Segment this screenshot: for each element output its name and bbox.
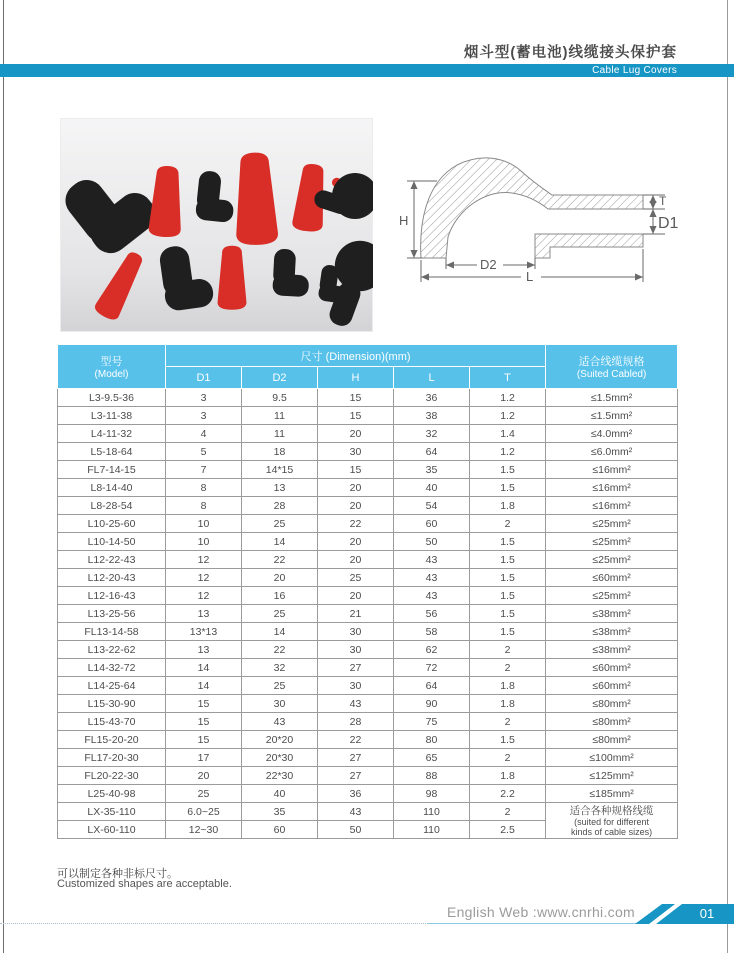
cell-h: 28 [318, 713, 394, 731]
cell-d1: 15 [166, 731, 242, 749]
cell-model: L3-11-38 [58, 407, 166, 425]
cell-model: FL15-20-20 [58, 731, 166, 749]
col-header-model-cn: 型号 [100, 356, 123, 368]
cell-d2: 22*30 [242, 767, 318, 785]
cell-h: 27 [318, 749, 394, 767]
cell-model: L10-14-50 [58, 533, 166, 551]
cell-d2: 20*30 [242, 749, 318, 767]
cell-t: 2 [470, 749, 546, 767]
table-row [58, 533, 678, 551]
cell-t: 2 [470, 803, 546, 821]
cell-t: 1.5 [470, 461, 546, 479]
cell-h: 43 [318, 695, 394, 713]
cell-suited: ≤25mm² [546, 551, 678, 569]
cell-h: 20 [318, 551, 394, 569]
cell-l: 43 [394, 551, 470, 569]
cell-h: 25 [318, 569, 394, 587]
cell-d1: 8 [166, 497, 242, 515]
table-row [58, 389, 678, 407]
cell-t: 1.5 [470, 533, 546, 551]
dimension-diagram [395, 125, 725, 305]
cell-d1: 6.0~25 [166, 803, 242, 821]
cell-model: L14-25-64 [58, 677, 166, 695]
cell-h: 30 [318, 443, 394, 461]
cell-model: L15-43-70 [58, 713, 166, 731]
cell-d1: 5 [166, 443, 242, 461]
cell-l: 50 [394, 533, 470, 551]
footer-dotted-line [0, 923, 428, 924]
cell-l: 65 [394, 749, 470, 767]
cell-t: 1.8 [470, 767, 546, 785]
diagram-label-h: H [399, 213, 409, 228]
cell-d1: 15 [166, 713, 242, 731]
cell-t: 1.5 [470, 587, 546, 605]
cell-model: L12-20-43 [58, 569, 166, 587]
cell-model: L5-18-64 [58, 443, 166, 461]
cell-suited: ≤38mm² [546, 605, 678, 623]
cell-t: 2 [470, 713, 546, 731]
cell-suited: ≤16mm² [546, 479, 678, 497]
diagram-label-d2: D2 [480, 257, 497, 272]
cell-t: 1.5 [470, 479, 546, 497]
cell-l: 98 [394, 785, 470, 803]
cell-suited: ≤6.0mm² [546, 443, 678, 461]
table-row [58, 605, 678, 623]
cell-suited: ≤25mm² [546, 533, 678, 551]
cell-suited: ≤1.5mm² [546, 407, 678, 425]
table-row [58, 551, 678, 569]
cell-t: 2.2 [470, 785, 546, 803]
cell-suited: ≤60mm² [546, 677, 678, 695]
col-header-d1: D1 [166, 367, 242, 389]
table-row [58, 785, 678, 803]
diagram-label-t: T [659, 194, 667, 208]
table-row [58, 767, 678, 785]
cell-model: L13-25-56 [58, 605, 166, 623]
cell-model: LX-35-110 [58, 803, 166, 821]
cell-d1: 14 [166, 677, 242, 695]
cell-t: 1.5 [470, 731, 546, 749]
cell-l: 90 [394, 695, 470, 713]
col-header-h: H [318, 367, 394, 389]
cell-t: 1.8 [470, 497, 546, 515]
cell-t: 2 [470, 515, 546, 533]
cell-suited: ≤60mm² [546, 659, 678, 677]
cell-suited: ≤80mm² [546, 695, 678, 713]
cell-d2: 28 [242, 497, 318, 515]
cell-h: 20 [318, 425, 394, 443]
cell-d1: 20 [166, 767, 242, 785]
cell-h: 27 [318, 767, 394, 785]
col-header-t: T [470, 367, 546, 389]
table-row [58, 407, 678, 425]
cell-l: 64 [394, 443, 470, 461]
table-row [58, 803, 678, 821]
table-row [58, 713, 678, 731]
cell-t: 1.8 [470, 677, 546, 695]
col-header-d2: D2 [242, 367, 318, 389]
cell-l: 58 [394, 623, 470, 641]
cell-suited: ≤80mm² [546, 731, 678, 749]
footer-underline [428, 923, 640, 924]
cell-suited: ≤185mm² [546, 785, 678, 803]
footer-website-text: English Web :www.cnrhi.com [446, 904, 635, 920]
col-header-model-en: (Model) [94, 369, 129, 380]
cell-d1: 7 [166, 461, 242, 479]
cell-l: 64 [394, 677, 470, 695]
cell-suited: ≤80mm² [546, 713, 678, 731]
cell-l: 110 [394, 803, 470, 821]
spec-table [57, 344, 678, 839]
cell-h: 22 [318, 731, 394, 749]
table-row [58, 479, 678, 497]
cell-h: 15 [318, 461, 394, 479]
col-header-suited-en: (Suited Cabled) [576, 369, 647, 380]
cell-suited: ≤100mm² [546, 749, 678, 767]
header-bar [0, 64, 734, 77]
table-row [58, 461, 678, 479]
cell-d2: 22 [242, 641, 318, 659]
cell-suited: ≤25mm² [546, 515, 678, 533]
cell-d2: 20 [242, 569, 318, 587]
cell-d2: 13 [242, 479, 318, 497]
note-cn: 可以制定各种非标尺寸。 [57, 868, 178, 880]
cell-t: 1.4 [470, 425, 546, 443]
cell-model: FL7-14-15 [58, 461, 166, 479]
cell-d1: 14 [166, 659, 242, 677]
cell-model: L25-40-98 [58, 785, 166, 803]
cell-l: 88 [394, 767, 470, 785]
cell-d1: 4 [166, 425, 242, 443]
cell-d1: 8 [166, 479, 242, 497]
cell-l: 43 [394, 569, 470, 587]
cell-model: L4-11-32 [58, 425, 166, 443]
cell-t: 1.8 [470, 695, 546, 713]
merged-suited-line: 适合各种规格线缆 [569, 804, 654, 817]
page-title: 烟斗型(蓄电池)线缆接头保护套 [463, 45, 677, 61]
cell-h: 20 [318, 587, 394, 605]
cell-model: FL20-22-30 [58, 767, 166, 785]
cell-suited: ≤38mm² [546, 623, 678, 641]
cell-l: 54 [394, 497, 470, 515]
cell-h: 30 [318, 641, 394, 659]
table-row [58, 677, 678, 695]
cell-h: 50 [318, 821, 394, 839]
cell-t: 2 [470, 659, 546, 677]
cell-d2: 11 [242, 425, 318, 443]
cell-l: 38 [394, 407, 470, 425]
cell-d2: 9.5 [242, 389, 318, 407]
cell-h: 15 [318, 389, 394, 407]
cell-l: 40 [394, 479, 470, 497]
cell-d2: 25 [242, 605, 318, 623]
cell-d2: 25 [242, 515, 318, 533]
note-en: Customized shapes are acceptable. [57, 878, 232, 890]
cell-t: 1.5 [470, 623, 546, 641]
table-row [58, 497, 678, 515]
cell-t: 1.5 [470, 605, 546, 623]
cell-model: L13-22-62 [58, 641, 166, 659]
cell-h: 30 [318, 677, 394, 695]
cell-h: 36 [318, 785, 394, 803]
diagram-label-l: L [526, 269, 534, 284]
cell-d1: 3 [166, 389, 242, 407]
cell-model: L3-9.5-36 [58, 389, 166, 407]
cell-d1: 13 [166, 641, 242, 659]
table-row [58, 659, 678, 677]
cell-model: L14-32-72 [58, 659, 166, 677]
table-row [58, 515, 678, 533]
cell-model: L15-30-90 [58, 695, 166, 713]
cell-l: 32 [394, 425, 470, 443]
merged-suited-line: kinds of cable sizes) [571, 826, 653, 837]
cell-d2: 22 [242, 551, 318, 569]
cell-suited: ≤16mm² [546, 497, 678, 515]
cell-l: 75 [394, 713, 470, 731]
cover-cross-section-lower [535, 234, 643, 258]
product-photo-image [60, 118, 373, 332]
cell-l: 72 [394, 659, 470, 677]
cell-suited-merged [546, 803, 678, 839]
table-row [58, 569, 678, 587]
merged-suited-line: (suited for different [574, 816, 649, 827]
cell-suited: ≤1.5mm² [546, 389, 678, 407]
cell-d1: 12 [166, 551, 242, 569]
product-photo [60, 118, 373, 332]
cell-t: 1.2 [470, 443, 546, 461]
cell-d1: 12~30 [166, 821, 242, 839]
table-row [58, 443, 678, 461]
cell-suited: ≤25mm² [546, 587, 678, 605]
page-number: 01 [699, 906, 715, 921]
cell-d1: 3 [166, 407, 242, 425]
cell-t: 1.5 [470, 569, 546, 587]
cell-d1: 10 [166, 515, 242, 533]
cell-d2: 14 [242, 623, 318, 641]
red-boot-cover-small-2 [218, 246, 247, 310]
cell-d2: 20*20 [242, 731, 318, 749]
cell-h: 22 [318, 515, 394, 533]
cell-d1: 13*13 [166, 623, 242, 641]
cell-d2: 14 [242, 533, 318, 551]
diagram-label-d1: D1 [658, 215, 679, 232]
table-row [58, 641, 678, 659]
cell-h: 27 [318, 659, 394, 677]
table-row [58, 695, 678, 713]
cell-t: 1.2 [470, 389, 546, 407]
cell-d1: 15 [166, 695, 242, 713]
cell-l: 80 [394, 731, 470, 749]
dimension-diagram-drawing [395, 125, 725, 305]
cell-d2: 32 [242, 659, 318, 677]
cell-d1: 13 [166, 605, 242, 623]
cell-d2: 16 [242, 587, 318, 605]
col-header-dimension-group: 尺寸 (Dimension)(mm) [166, 345, 546, 367]
col-header-suited-cn: 适合线缆规格 [578, 356, 645, 368]
table-row [58, 425, 678, 443]
col-header-model [58, 345, 166, 389]
cell-h: 30 [318, 623, 394, 641]
cell-t: 2.5 [470, 821, 546, 839]
cell-h: 21 [318, 605, 394, 623]
table-row [58, 587, 678, 605]
cell-d1: 12 [166, 569, 242, 587]
page-right-border [727, 0, 728, 953]
cell-suited: ≤125mm² [546, 767, 678, 785]
page-left-border [3, 0, 4, 953]
cell-suited: ≤60mm² [546, 569, 678, 587]
table-row [58, 623, 678, 641]
cell-h: 20 [318, 533, 394, 551]
cell-l: 62 [394, 641, 470, 659]
cell-suited: ≤4.0mm² [546, 425, 678, 443]
cell-t: 1.2 [470, 407, 546, 425]
cell-h: 20 [318, 497, 394, 515]
cell-model: L12-16-43 [58, 587, 166, 605]
cell-l: 60 [394, 515, 470, 533]
cell-l: 43 [394, 587, 470, 605]
cell-d2: 25 [242, 677, 318, 695]
cell-d2: 35 [242, 803, 318, 821]
cell-l: 56 [394, 605, 470, 623]
cell-model: L8-28-54 [58, 497, 166, 515]
cell-d2: 18 [242, 443, 318, 461]
cell-d1: 25 [166, 785, 242, 803]
cell-h: 43 [318, 803, 394, 821]
cell-model: FL17-20-30 [58, 749, 166, 767]
footer-page-banner [635, 904, 734, 924]
cell-l: 110 [394, 821, 470, 839]
cell-model: L8-14-40 [58, 479, 166, 497]
table-row [58, 749, 678, 767]
cell-suited: ≤38mm² [546, 641, 678, 659]
cell-t: 1.5 [470, 551, 546, 569]
cell-h: 20 [318, 479, 394, 497]
header-subtitle: Cable Lug Covers [592, 65, 677, 76]
cell-d1: 12 [166, 587, 242, 605]
table-header-row-1 [58, 345, 678, 367]
cell-model: LX-60-110 [58, 821, 166, 839]
col-header-suited [546, 345, 678, 389]
cell-d1: 17 [166, 749, 242, 767]
cell-model: L12-22-43 [58, 551, 166, 569]
cell-d2: 11 [242, 407, 318, 425]
cell-t: 2 [470, 641, 546, 659]
cell-l: 35 [394, 461, 470, 479]
col-header-l: L [394, 367, 470, 389]
cell-d2: 43 [242, 713, 318, 731]
cell-d1: 10 [166, 533, 242, 551]
cell-suited: ≤16mm² [546, 461, 678, 479]
cell-d2: 30 [242, 695, 318, 713]
cell-l: 36 [394, 389, 470, 407]
cell-d2: 40 [242, 785, 318, 803]
cell-d2: 60 [242, 821, 318, 839]
cell-model: L10-25-60 [58, 515, 166, 533]
cell-h: 15 [318, 407, 394, 425]
cell-model: FL13-14-58 [58, 623, 166, 641]
cell-d2: 14*15 [242, 461, 318, 479]
table-row [58, 731, 678, 749]
